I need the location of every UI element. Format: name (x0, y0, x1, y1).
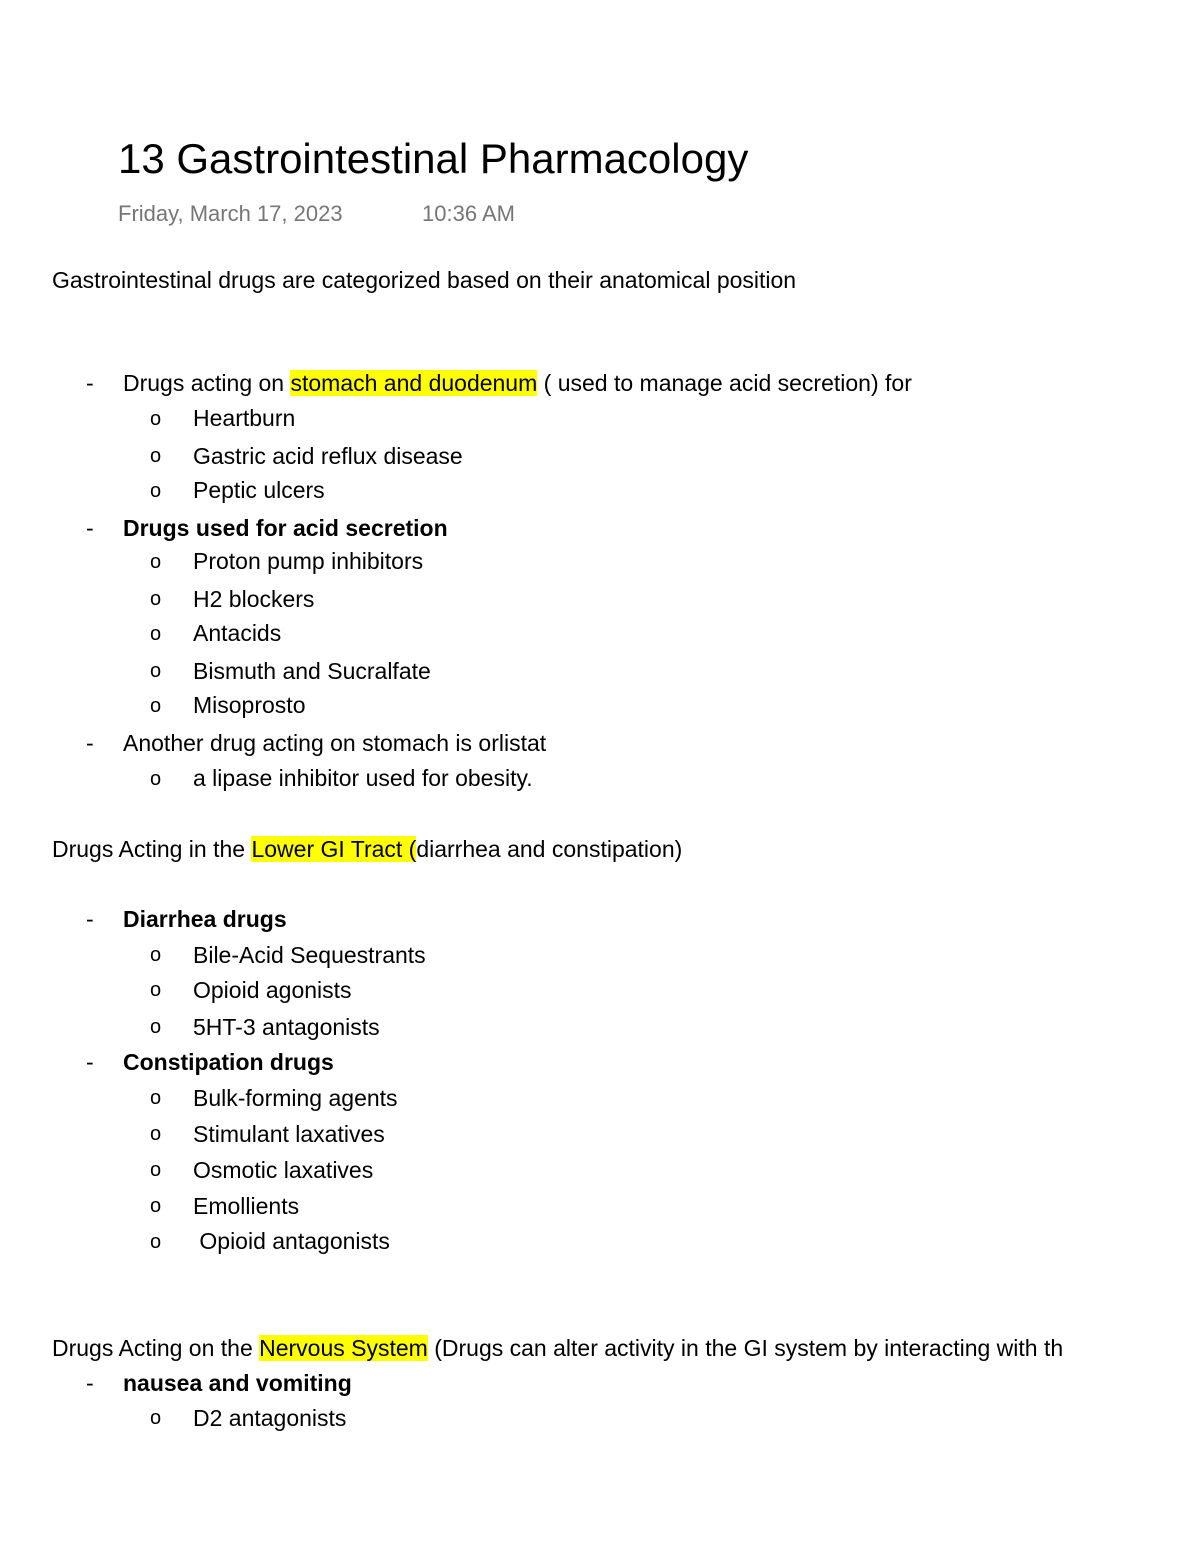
dash-marker: - (86, 906, 94, 932)
sub-item: Antacids (193, 620, 282, 646)
bullet-marker: o (150, 944, 162, 966)
dash-marker: - (86, 515, 94, 541)
section-heading-nervous-system (52, 1333, 1063, 1363)
heading-text: Drugs Acting in the (52, 836, 252, 862)
bullet-marker: o (150, 445, 162, 467)
list-item-stomach-drugs (123, 368, 912, 398)
sub-item: Stimulant laxatives (193, 1121, 385, 1147)
heading-text: Drugs Acting on the (52, 1335, 260, 1361)
sub-item: Opioid agonists (193, 977, 352, 1003)
sub-item: Bulk-forming agents (193, 1085, 398, 1111)
sub-item: Peptic ulcers (193, 477, 325, 503)
highlight-lower-gi: Lower GI Tract ( (251, 836, 417, 862)
sub-item: Gastric acid reflux disease (193, 443, 463, 469)
sub-item: Proton pump inhibitors (193, 548, 424, 574)
sub-item: Misoprosto (193, 692, 306, 718)
bullet-marker: o (150, 979, 162, 1001)
heading-text: (Drugs can alter activity in the GI system by interacting with th (427, 1335, 1064, 1361)
list-item-diarrhea: Diarrhea drugs (123, 906, 287, 932)
sub-item: Bismuth and Sucralfate (193, 658, 431, 684)
sub-item: 5HT-3 antagonists (193, 1014, 380, 1040)
sub-item: Heartburn (193, 405, 296, 431)
bullet-marker: o (150, 1087, 162, 1109)
sub-item: Emollients (193, 1193, 300, 1219)
page-date: Friday, March 17, 2023 (118, 201, 343, 226)
bullet-marker: o (150, 551, 162, 573)
bullet-marker: o (150, 1123, 162, 1145)
bullet-marker: o (150, 623, 162, 645)
sub-item: H2 blockers (193, 586, 315, 612)
section-heading-lower-gi (52, 834, 682, 864)
item-text: ( used to manage acid secretion) for (537, 370, 912, 396)
bullet-marker: o (150, 1016, 162, 1038)
sub-item: a lipase inhibitor used for obesity. (193, 765, 533, 791)
sub-item: Osmotic laxatives (193, 1157, 374, 1183)
list-item-constipation: Constipation drugs (123, 1049, 334, 1075)
bullet-marker: o (150, 660, 162, 682)
dash-marker: - (86, 1370, 94, 1396)
highlight-stomach: stomach and duodenum (290, 370, 538, 396)
bullet-marker: o (150, 1231, 162, 1253)
highlight-nervous-system: Nervous System (259, 1335, 428, 1361)
sub-item: D2 antagonists (193, 1405, 347, 1431)
bullet-marker: o (150, 1159, 162, 1181)
list-item-nausea: nausea and vomiting (123, 1370, 352, 1396)
dash-marker: - (86, 730, 94, 756)
bullet-marker: o (150, 1195, 162, 1217)
item-text: Drugs acting on (123, 370, 291, 396)
sub-item: Opioid antagonists (193, 1228, 390, 1254)
list-item-acid-secretion: Drugs used for acid secretion (123, 515, 448, 541)
bullet-marker: o (150, 1407, 162, 1429)
intro-paragraph: Gastrointestinal drugs are categorized based on their anatomical position (52, 267, 797, 293)
dash-marker: - (86, 370, 94, 396)
bullet-marker: o (150, 480, 162, 502)
bullet-marker: o (150, 588, 162, 610)
list-item-orlistat: Another drug acting on stomach is orlistat (123, 730, 547, 756)
page-title: 13 Gastrointestinal Pharmacology (118, 135, 749, 182)
sub-item: Bile-Acid Sequestrants (193, 942, 426, 968)
page-time: 10:36 AM (422, 201, 515, 226)
dash-marker: - (86, 1049, 94, 1075)
heading-text: diarrhea and constipation) (416, 836, 683, 862)
bullet-marker: o (150, 695, 162, 717)
bullet-marker: o (150, 408, 162, 430)
bullet-marker: o (150, 768, 162, 790)
